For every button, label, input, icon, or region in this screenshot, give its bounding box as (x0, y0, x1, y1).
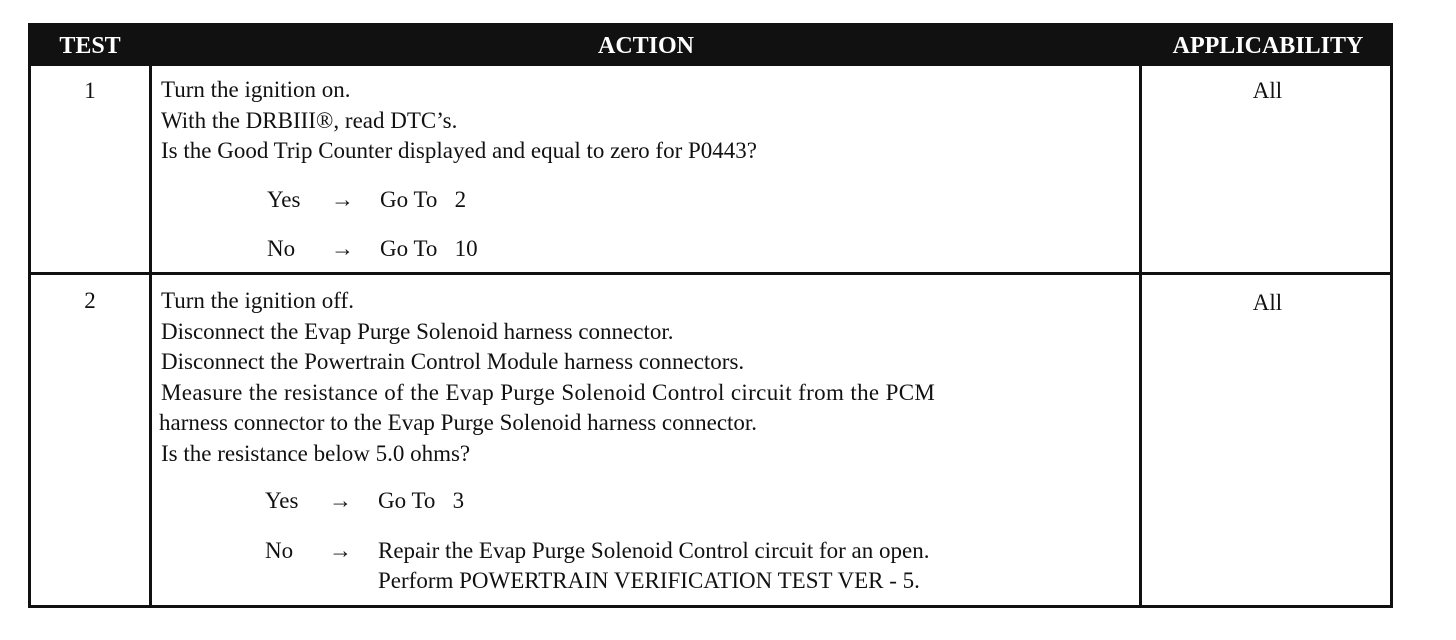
header-action: ACTION (597, 33, 694, 59)
no-result: Repair the Evap Purge Solenoid Control circuit for an open. (378, 538, 930, 563)
yes-result: Go To 2 (380, 187, 467, 212)
column-divider (1139, 66, 1142, 608)
no-label: No (267, 236, 296, 261)
yes-label: Yes (265, 488, 299, 513)
applicability-value: All (1252, 78, 1283, 103)
action-step: Measure the resistance of the Evap Purge Solenoid Control circuit from the PCM (161, 379, 936, 405)
action-step: With the DRBIII®, read DTC’s. (161, 107, 458, 133)
action-step: Turn the ignition off. (161, 288, 354, 313)
action-step: Turn the ignition on. (161, 77, 351, 102)
test-number: 2 (84, 288, 96, 313)
header-test: TEST (59, 33, 121, 59)
arrow-right-icon: → (331, 236, 354, 261)
table-header (31, 26, 1390, 66)
action-step: Disconnect the Evap Purge Solenoid harness connector. (161, 318, 674, 344)
header-applicability: APPLICABILITY (1172, 33, 1364, 59)
no-label: No (265, 538, 294, 563)
action-step: Disconnect the Powertrain Control Module harness connectors. (161, 349, 745, 374)
action-step: Is the Good Trip Counter displayed and equal to zero for P0443? (161, 138, 757, 163)
row-divider (31, 272, 1390, 275)
no-result-continued: Perform POWERTRAIN VERIFICATION TEST VER - 5. (378, 568, 920, 593)
yes-result: Go To 3 (378, 488, 465, 513)
action-step: harness connector to the Evap Purge Solenoid harness connector. (159, 410, 758, 435)
yes-label: Yes (267, 187, 301, 212)
test-number: 1 (84, 78, 96, 103)
applicability-value: All (1252, 290, 1283, 315)
action-steps (161, 75, 1136, 167)
arrow-right-icon: → (331, 187, 354, 212)
no-result: Go To 10 (380, 236, 478, 261)
arrow-right-icon: → (329, 488, 352, 513)
action-steps (161, 286, 1136, 469)
column-divider (149, 66, 152, 608)
diagnostic-test-table (28, 23, 1393, 608)
action-step: Is the resistance below 5.0 ohms? (161, 440, 471, 466)
arrow-right-icon: → (329, 538, 352, 563)
